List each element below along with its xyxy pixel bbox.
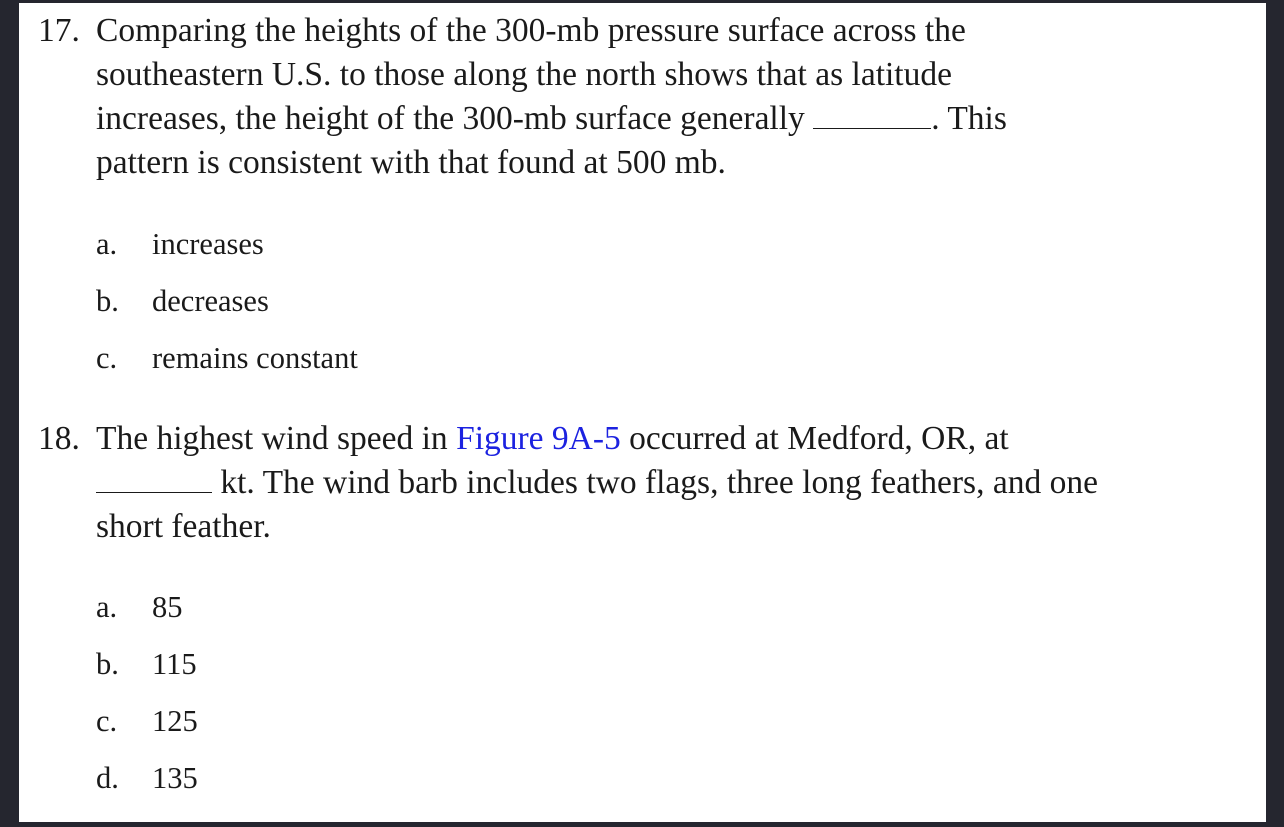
choice-18c xyxy=(96,701,198,741)
question-18 xyxy=(38,417,1228,549)
question-17 xyxy=(38,9,1228,185)
choice-18b xyxy=(96,644,197,684)
question-text xyxy=(96,417,1228,549)
choice-17b xyxy=(96,281,269,321)
choice-letter: c. xyxy=(96,704,118,738)
document-page xyxy=(19,3,1266,822)
choice-letter: b. xyxy=(96,284,119,318)
choice-text: 115 xyxy=(152,647,197,681)
figure-link[interactable]: Figure 9A-5 xyxy=(456,420,621,457)
choice-letter: a. xyxy=(96,227,118,261)
question-line xyxy=(96,461,1228,505)
choice-letter: b. xyxy=(96,647,119,681)
question-number: 18. xyxy=(38,420,80,457)
question-line: pattern is consistent with that found at 500 mb. xyxy=(96,144,726,181)
choice-text: 85 xyxy=(152,590,183,624)
question-line: Comparing the heights of the 300-mb pressure surface across the xyxy=(96,12,966,49)
choice-text: decreases xyxy=(152,284,269,318)
choice-17c xyxy=(96,338,358,378)
question-line xyxy=(96,97,1228,141)
choice-letter: a. xyxy=(96,590,118,624)
choice-text: remains constant xyxy=(152,341,358,375)
choice-17a xyxy=(96,224,264,264)
question-number: 17. xyxy=(38,12,80,49)
question-text xyxy=(96,9,1228,185)
question-line: southeastern U.S. to those along the north shows that as latitude xyxy=(96,56,952,93)
question-line xyxy=(96,417,1228,461)
choice-letter: d. xyxy=(96,761,119,795)
question-line: short feather. xyxy=(96,508,271,545)
question-line-text: . This xyxy=(931,100,1007,137)
question-line-text: The highest wind speed in xyxy=(96,420,457,457)
answer-blank xyxy=(96,462,212,493)
choice-18a xyxy=(96,587,183,627)
choice-text: 135 xyxy=(152,761,198,795)
choice-text: increases xyxy=(152,227,264,261)
answer-blank xyxy=(813,98,931,129)
question-line-text: increases, the height of the 300-mb surface generally xyxy=(96,100,805,137)
choice-text: 125 xyxy=(152,704,198,738)
choice-18d xyxy=(96,758,198,798)
choice-letter: c. xyxy=(96,341,118,375)
question-line-text: kt. The wind barb includes two flags, three long feathers, and one xyxy=(220,464,1098,501)
question-line-text: occurred at Medford, OR, at xyxy=(620,420,1009,457)
